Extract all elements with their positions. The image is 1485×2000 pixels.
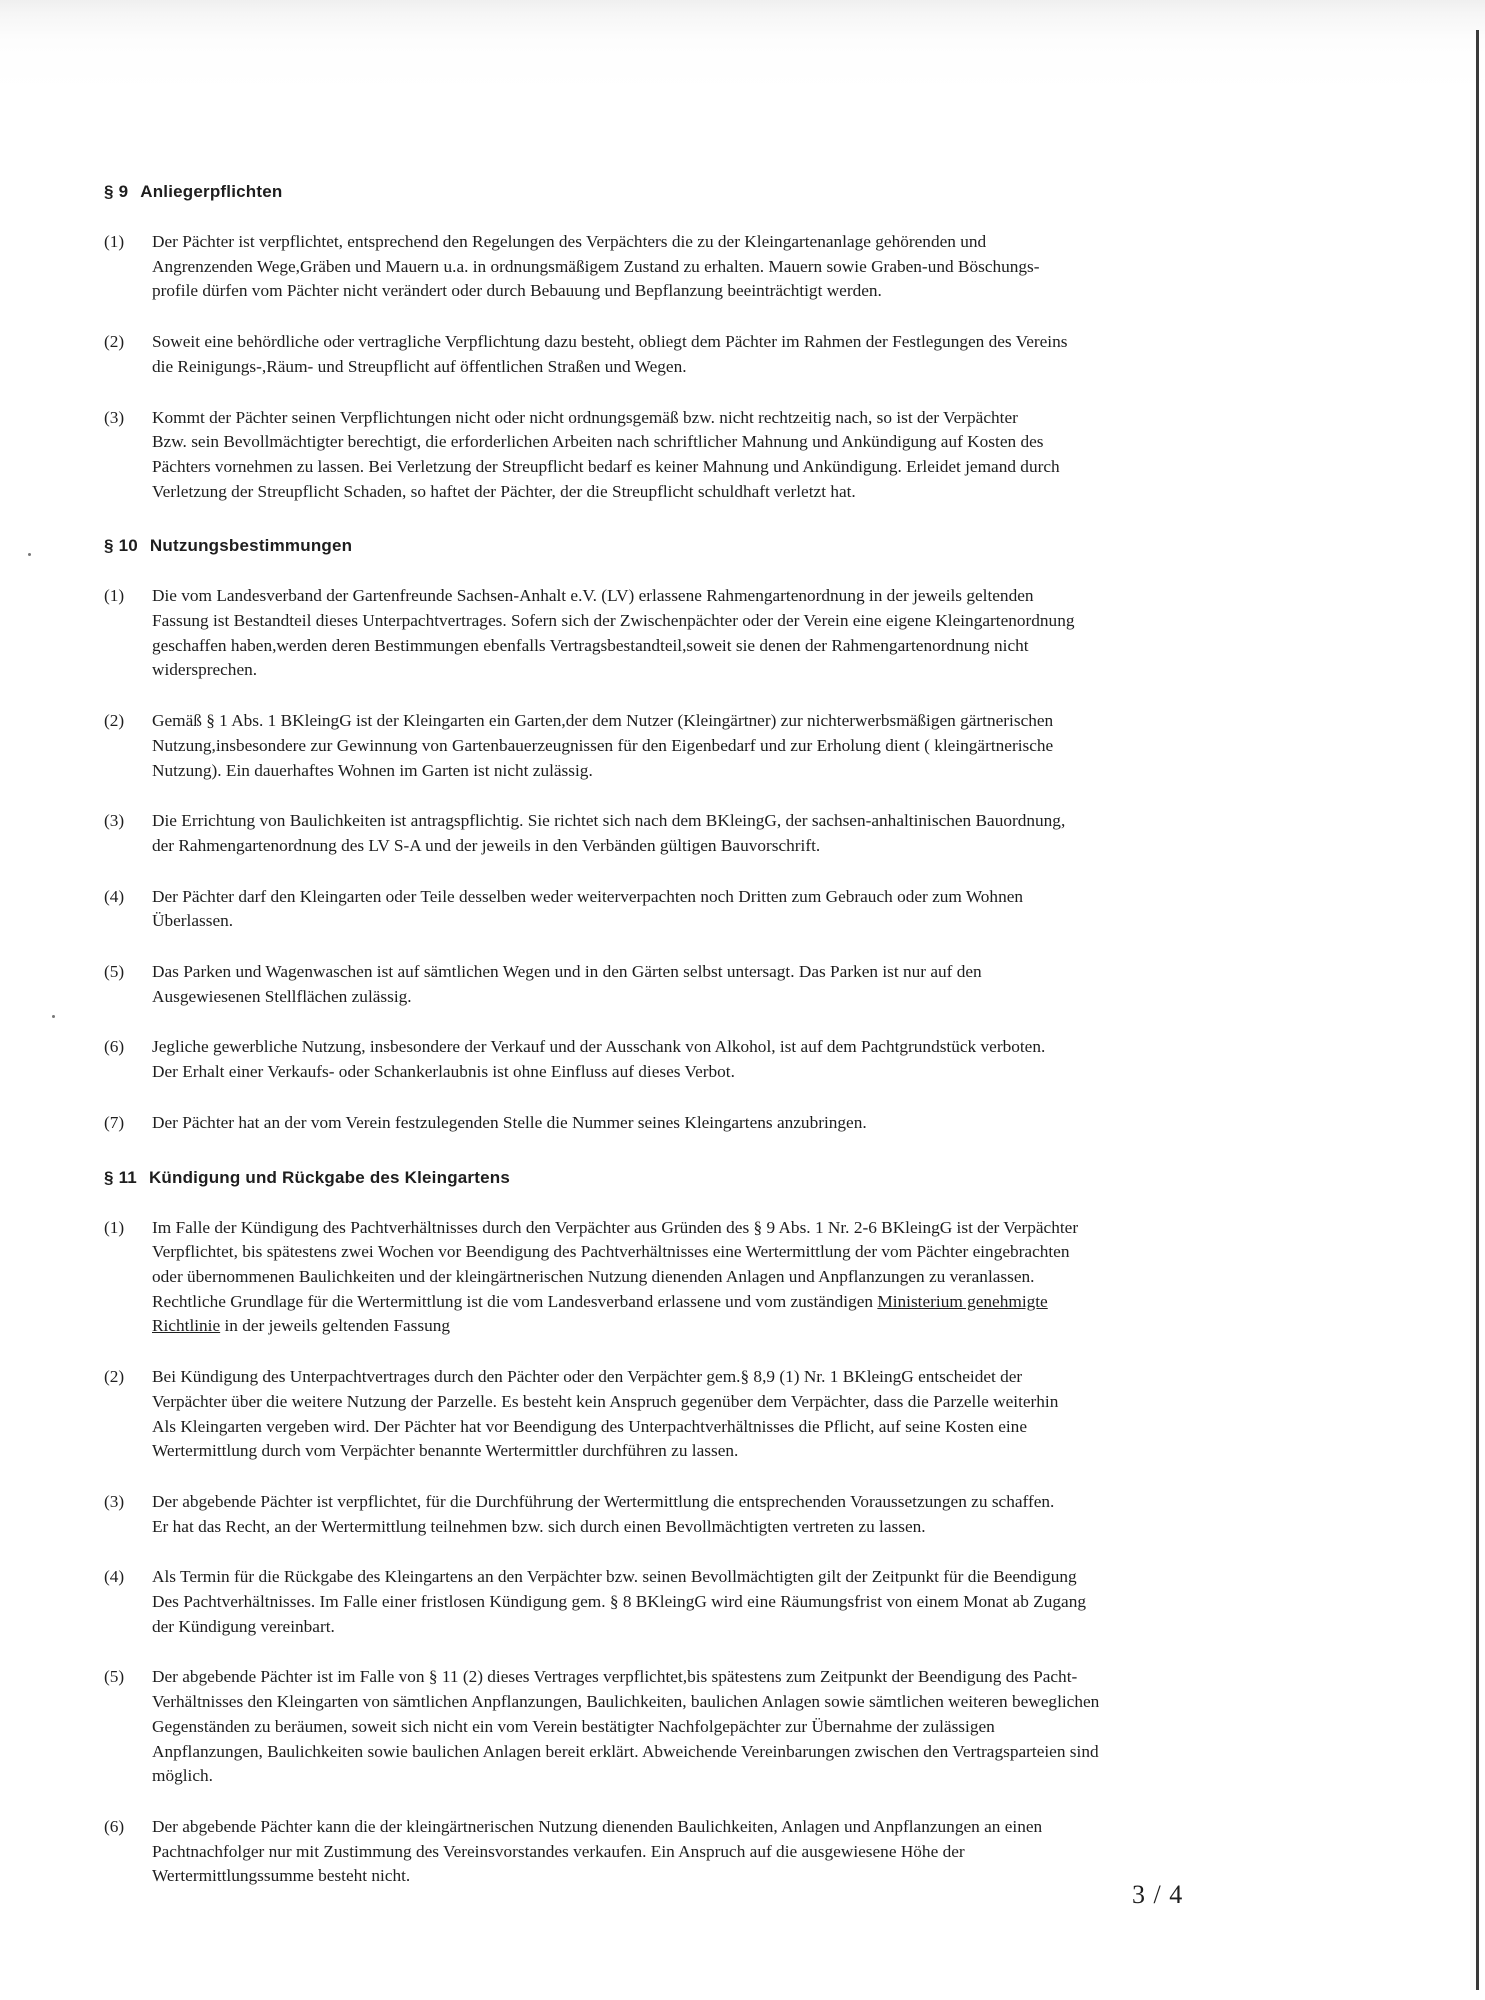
text-line: Nutzung,insbesondere zur Gewinnung von Gartenbauerzeugnissen für den Eigenbedarf und zur Erholung dient ( kleingärtnerische [152,735,1054,755]
text-line: Rechtliche Grundlage für die Wertermittlung ist die vom Landesverband erlassene und vom zuständigen Ministerium genehmigte [152,1291,1048,1311]
text-line: Der Pächter darf den Kleingarten oder Teile desselben weder weiterverpachten noch Dritten zum Gebrauch oder zum Wohnen [152,886,1024,906]
paragraph-number: (3) [104,407,125,427]
text-line: die Reinigungs-,Räum- und Streupflicht auf öffentlichen Straßen und Wegen. [152,356,687,376]
paragraph-number: (7) [104,1112,125,1132]
paragraph-text [152,1565,1354,1639]
paragraph-number: (1) [104,1217,125,1237]
paragraph-number: (3) [104,811,125,831]
paragraph-text [152,1216,1354,1340]
text-line: Der Pächter ist verpflichtet, entsprechend den Regelungen des Verpächters die zu der Kleingartenanlage gehörenden und [152,232,987,251]
scan-speck [52,1015,55,1018]
paragraph-text [152,1035,1354,1084]
paragraph-number: (2) [104,711,125,731]
paragraph-number: (4) [104,1567,125,1587]
paragraph-number: (3) [104,1491,125,1511]
text-line: Das Parken und Wagenwaschen ist auf sämtlichen Wegen und in den Gärten selbst untersagt. Das Parken ist nur auf den [152,962,982,982]
paragraph [104,1216,1354,1340]
paragraph-text [152,709,1354,783]
paragraph-text [152,809,1354,858]
text-line: Überlassen. [152,911,234,931]
paragraph [104,1490,1354,1539]
section-gap [104,1915,1354,1921]
text-line: Gemäß § 1 Abs. 1 BKleingG ist der Kleingarten ein Garten,der dem Nutzer (Kleingärtner) zur nichterwerbsmäßigen gärtnerischen [152,711,1054,731]
paragraph-text [152,1665,1354,1789]
paragraph-number: (1) [104,232,125,251]
paragraph-number: (6) [104,1816,125,1836]
text-line: Angrenzenden Wege,Gräben und Mauern u.a. in ordnungsmäßigem Zustand zu erhalten. Mauern sowie Graben-und Böschungs- [152,256,1040,276]
text-line: Verpflichtet, bis spätestens zwei Wochen vor Beendigung des Pachtverhältnisses eine Wertermittlung der vom Pächter eingebrachten [152,1242,1070,1262]
paragraph-text [152,885,1354,934]
paragraph-number: (5) [104,962,125,982]
paragraph-number: (4) [104,886,125,906]
text-line: Der Erhalt einer Verkaufs- oder Schankerlaubnis ist ohne Einfluss auf dieses Verbot. [152,1062,735,1082]
text-line: Die Errichtung von Baulichkeiten ist antragspflichtig. Sie richtet sich nach dem BKleingG, der sachsen-anhaltinischen Bauordnung, [152,811,1066,831]
scan-speck [28,553,31,556]
section-title: Nutzungsbestimmungen [149,536,353,556]
section-title: Kündigung und Rückgabe des Kleingartens [148,1167,511,1187]
text-line: Ausgewiesenen Stellflächen zulässig. [152,986,412,1006]
section-number: § 9 [104,182,129,201]
text-line: oder übernommenen Baulichkeiten und der kleingärtnerischen Nutzung dienenden Anlagen und Anpflanzungen zu veranlassen. [152,1266,1035,1286]
paragraph-number: (6) [104,1037,125,1057]
text-line: Die vom Landesverband der Gartenfreunde Sachsen-Anhalt e.V. (LV) erlassene Rahmengartenordnung in der jeweils geltenden [152,586,1034,606]
paragraph-text [152,406,1354,505]
text-line: Als Kleingarten vergeben wird. Der Pächter hat vor Beendigung des Unterpachtverhältnisses die Pflicht, auf seine Kosten eine [152,1416,1027,1436]
text-line: Pächters vornehmen zu lassen. Bei Verletzung der Streupflicht bedarf es keiner Mahnung und Ankündigung. Erleidet jemand durch [152,456,1060,476]
text-line: Verletzung der Streupflicht Schaden, so haftet der Pächter, der die Streupflicht schuldhaft verletzt hat. [152,481,856,501]
text-line: der Rahmengartenordnung des LV S-A und der jeweils in den Verbänden gültigen Bauvorschrift. [152,835,821,855]
paragraph-number: (5) [104,1667,125,1687]
paragraph [104,584,1354,683]
paragraph [104,1111,1354,1136]
paragraph [104,1815,1354,1889]
text-line: Der Pächter hat an der vom Verein festzulegenden Stelle die Nummer seines Kleingartens anzubringen. [152,1112,867,1132]
paragraph [104,330,1354,379]
text-line: Als Termin für die Rückgabe des Kleingartens an den Verpächter bzw. seinen Bevollmächtigten gilt der Zeitpunkt für die Beendigung [152,1567,1077,1587]
paragraph [104,406,1354,505]
section-title: Anliegerpflichten [140,182,283,201]
document-body [104,182,1354,1921]
text-line: geschaffen haben,werden deren Bestimmungen ebenfalls Vertragsbestandteil,soweit sie denen der Rahmengartenordnung nicht [152,635,1029,655]
section-heading [104,536,1354,556]
paragraph [104,1035,1354,1084]
paragraph [104,1365,1354,1464]
paragraph-text [152,330,1354,379]
text-line: Der abgebende Pächter kann die der kleingärtnerischen Nutzung dienenden Baulichkeiten, Anlagen und Anpflanzungen an einen [152,1816,1043,1836]
text-line: Pachtnachfolger nur mit Zustimmung des Vereinsvorstandes verkaufen. Ein Anspruch auf die ausgewiesene Höhe der [152,1841,965,1861]
page-edge-shadow [1476,30,1479,1990]
paragraph [104,809,1354,858]
section-number: § 11 [104,1167,137,1187]
text-line: Nutzung). Ein dauerhaftes Wohnen im Garten ist nicht zulässig. [152,760,593,780]
page-number: 3 / 4 [1132,1880,1184,1909]
paragraph-text [152,1490,1354,1539]
text-line: Der abgebende Pächter ist im Falle von § 11 (2) dieses Vertrages verpflichtet,bis spätestens zum Zeitpunkt der Beendigung des Pacht- [152,1667,1078,1687]
paragraph-number: (1) [104,586,125,606]
text-line: Gegenständen zu beräumen, soweit sich nicht ein vom Verein bestätigter Nachfolgepächter zur Übernahme der zulässigen [152,1716,995,1736]
text-line: Fassung ist Bestandteil dieses Unterpachtvertrages. Sofern sich der Zwischenpächter oder der Verein eine eigene Kleingartenordnung [152,611,1075,631]
paragraph-text [152,960,1354,1009]
paragraph [104,960,1354,1009]
paragraph-number: (2) [104,332,125,352]
paragraph [104,885,1354,934]
paragraph [104,1665,1354,1789]
text-line: Kommt der Pächter seinen Verpflichtungen nicht oder nicht ordnungsgemäß bzw. nicht rechtzeitig nach, so ist der Verpächter [152,407,1018,427]
text-line: Anpflanzungen, Baulichkeiten sowie baulichen Anlagen bereit erklärt. Abweichende Vereinbarungen zwischen den Vertragsparteien sind [152,1741,1099,1761]
paragraph-number: (2) [104,1367,125,1387]
text-line: möglich. [152,1766,213,1786]
section-heading [104,1168,1354,1188]
text-line: Jegliche gewerbliche Nutzung, insbesondere der Verkauf und der Ausschank von Alkohol, ist auf dem Pachtgrundstück verboten. [152,1037,1046,1057]
text-line: Im Falle der Kündigung des Pachtverhältnisses durch den Verpächter aus Gründen des § 9 Abs. 1 Nr. 2-6 BKleingG ist der Verpächter [152,1217,1079,1237]
text-line: Verhältnisses den Kleingarten von sämtlichen Anpflanzungen, Baulichkeiten, baulichen Anlagen sowie sämtlichen weiteren beweglichen [152,1692,1100,1712]
paragraph [104,230,1354,304]
text-line: der Kündigung vereinbart. [152,1616,335,1636]
text-line: Der abgebende Pächter ist verpflichtet, für die Durchführung der Wertermittlung die entsprechenden Voraussetzungen zu schaffen. [152,1491,1055,1511]
section-number: § 10 [104,536,138,556]
text-line: Richtlinie in der jeweils geltenden Fassung [152,1316,451,1336]
text-line: Des Pachtverhältnisses. Im Falle einer fristlosen Kündigung gem. § 8 BKleingG wird eine Räumungsfrist von einem Monat ab Zugang [152,1592,1086,1612]
paragraph-text [152,1111,1354,1136]
text-line: Verpächter über die weitere Nutzung der Parzelle. Es besteht kein Anspruch gegenüber dem Verpächter, dass die Parzelle weiterhin [152,1391,1059,1411]
text-line: Wertermittlungssumme besteht nicht. [152,1866,411,1886]
text-line: Er hat das Recht, an der Wertermittlung teilnehmen bzw. sich durch einen Bevollmächtigten vertreten zu lassen. [152,1516,926,1536]
section-heading [104,182,1354,202]
paragraph-text [152,1815,1354,1889]
text-line: widersprechen. [152,660,258,680]
text-line: Bzw. sein Bevollmächtigter berechtigt, die erforderlichen Arbeiten nach schriftlicher Mahnung und Ankündigung auf Kosten des [152,432,1044,452]
text-line: Wertermittlung durch vom Verpächter benannte Wertermittler durchführen zu lassen. [152,1441,739,1461]
text-line: Soweit eine behördliche oder vertragliche Verpflichtung dazu besteht, obliegt dem Pächter im Rahmen der Festlegungen des Vereins [152,332,1068,352]
text-line: Bei Kündigung des Unterpachtvertrages durch den Pächter oder den Verpächter gem.§ 8,9 (1) Nr. 1 BKleingG entscheidet der [152,1367,1023,1387]
text-line: profile dürfen vom Pächter nicht verändert oder durch Bebauung und Bepflanzung beeinträchtigt werden. [152,281,882,301]
paragraph [104,709,1354,783]
paragraph-text [152,1365,1354,1464]
paragraph-text [152,230,1354,304]
paragraph-text [152,584,1354,683]
paragraph [104,1565,1354,1639]
